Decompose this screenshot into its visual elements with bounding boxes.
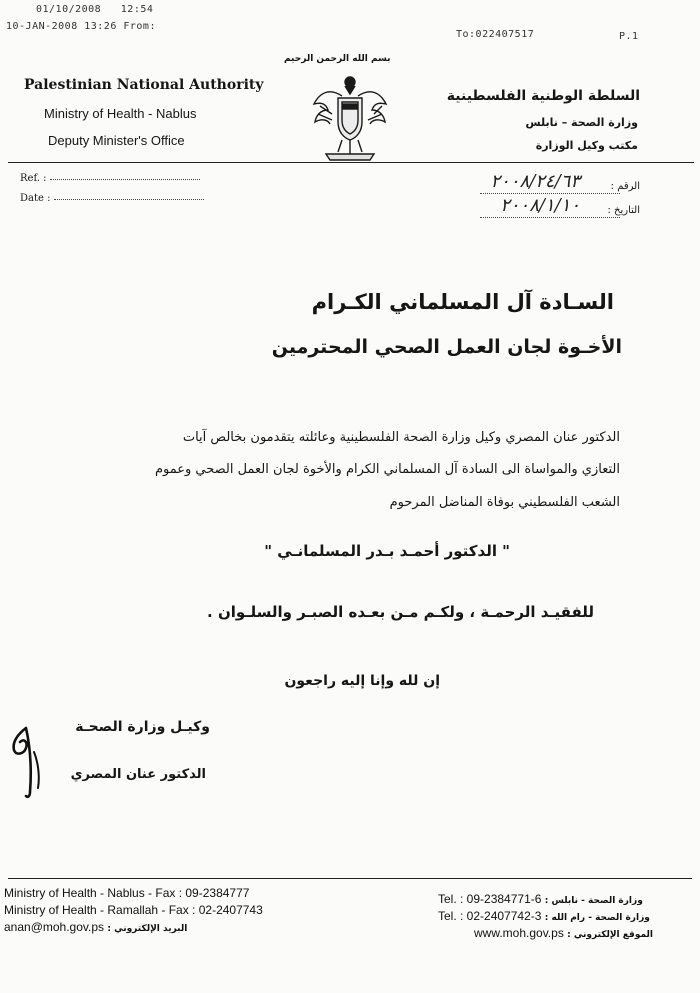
footer-tel-nablus-number: Tel. : 09-2384771-6 xyxy=(438,892,542,906)
footer-email-line xyxy=(4,920,187,934)
salutation-line-1: السـادة آل المسلماني الكـرام xyxy=(311,290,614,314)
body-line-2: التعازي والمواساة الى السادة آل المسلماني الكرام والأخوة لجان العمل الصحي وعموم xyxy=(154,462,620,477)
fax-from-line: 10-JAN-2008 13:26 From: xyxy=(6,21,156,32)
footer-ramallah-fax: Ministry of Health - Ramallah - Fax : 02-2407743 xyxy=(4,903,263,917)
footer-tel-ramallah-label: وزارة الصحة - رام الله : xyxy=(544,913,650,923)
en-ministry-name: Ministry of Health - Nablus xyxy=(44,106,197,121)
quran-verse: إن لله وإنا إليه راجعون xyxy=(284,673,440,689)
footer-divider xyxy=(8,878,692,879)
ref-label: Ref. : xyxy=(20,173,47,184)
fax-time-value: 12:54 xyxy=(120,4,154,15)
deceased-name: " الدكتور أحمـد بـدر المسلمانـي " xyxy=(264,542,510,560)
en-authority-name: Palestinian National Authority xyxy=(24,77,264,93)
footer-tel-nablus-label: وزارة الصحة - نابلس : xyxy=(544,896,643,906)
ar-date-label: التاريخ : xyxy=(607,205,640,216)
footer-email-label-ar: البريد الإلكتروني : xyxy=(107,924,188,934)
condolence-line: للفقيـد الرحمـة ، ولكـم مـن بعـده الصبـر والسلـوان . xyxy=(207,603,594,621)
letterhead-divider xyxy=(8,162,694,163)
fax-page-number: P.1 xyxy=(619,31,639,42)
ar-ministry-name: وزارة الصحة – نابلس xyxy=(525,116,638,129)
ar-date-dotted-line xyxy=(480,217,620,218)
ar-office-name: مكتب وكيل الوزارة xyxy=(535,139,638,152)
footer-nablus-fax: Ministry of Health - Nablus - Fax : 09-2384777 xyxy=(4,886,250,900)
ar-authority-name: السلطة الوطنية الفلسطينية xyxy=(446,88,640,104)
date-field xyxy=(20,193,204,204)
fax-date-value: 01/10/2008 xyxy=(36,4,102,15)
handwritten-signature xyxy=(4,722,56,802)
ar-ref-label: الرقم : xyxy=(610,181,640,192)
footer-tel-ramallah-number: Tel. : 02-2407742-3 xyxy=(438,909,542,923)
ar-ref-dotted-line xyxy=(480,193,620,194)
salutation-line-2: الأخـوة لجان العمل الصحي المحترمين xyxy=(271,336,622,358)
footer-tel-ramallah xyxy=(438,909,650,923)
footer-website-url: www.moh.gov.ps xyxy=(474,926,564,940)
ref-field xyxy=(20,173,200,184)
signature-name: الدكتور عنان المصري xyxy=(70,767,206,782)
fax-date xyxy=(36,4,153,15)
ar-date-handwritten: ٢٠٠٨/١/١٠ xyxy=(500,195,580,216)
fax-to-number: To:022407517 xyxy=(456,29,535,40)
footer-tel-nablus xyxy=(438,892,643,906)
palestinian-eagle-emblem xyxy=(312,70,388,162)
footer-website-label: الموقع الإلكتروني : xyxy=(567,930,653,940)
footer-website xyxy=(474,926,653,940)
en-office-name: Deputy Minister's Office xyxy=(48,133,185,148)
ar-ref-handwritten: ٢٠٠٨/٢٤/٦٣ xyxy=(490,171,580,192)
ref-dotted-line xyxy=(50,178,200,180)
body-line-1: الدكتور عنان المصري وكيل وزارة الصحة الفلسطينية وعائلته يتقدمون بخالص آيات xyxy=(182,430,620,445)
date-dotted-line xyxy=(54,198,204,200)
basmala: بسم الله الرحمن الرحيم xyxy=(284,54,391,64)
body-line-3: الشعب الفلسطيني بوفاة المناضل المرحوم xyxy=(389,495,620,510)
footer-email: anan@moh.gov.ps xyxy=(4,920,105,934)
date-label: Date : xyxy=(20,193,51,204)
signature-title: وكيـل وزارة الصحـة xyxy=(75,719,210,735)
